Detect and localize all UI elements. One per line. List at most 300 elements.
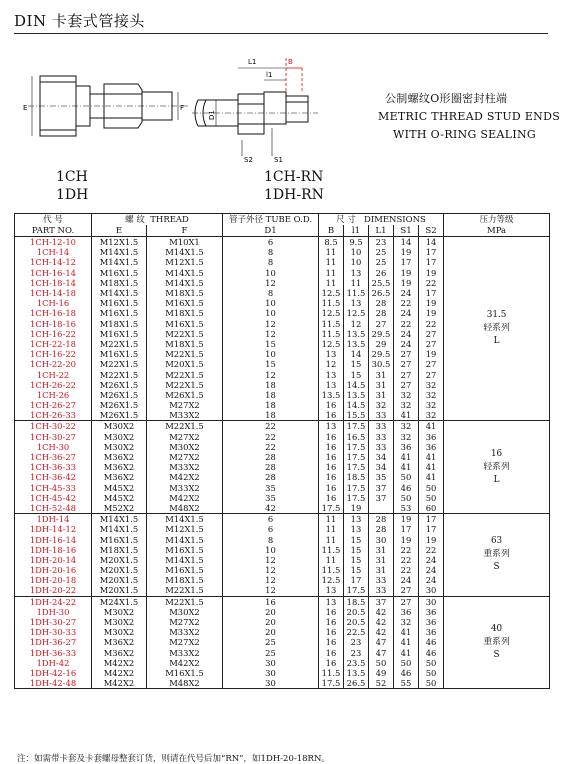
cell-thread-f: M18X1.5 xyxy=(147,339,223,349)
cell-tube-od: 30 xyxy=(223,668,319,678)
cell-tube-od: 35 xyxy=(223,483,319,493)
dim-label-d1: D1 xyxy=(208,110,216,120)
cell-tube-od: 6 xyxy=(223,237,319,248)
cell-dim-b: 17.5 xyxy=(319,503,344,514)
cell-thread-f: M30X2 xyxy=(147,607,223,617)
cell-dim-l1-small: 17 xyxy=(344,575,369,585)
header-f: F xyxy=(147,225,223,237)
cell-dim-s2: 32 xyxy=(419,390,444,400)
cell-dim-l1: 31 xyxy=(369,565,394,575)
cell-dim-l1-small: 15 xyxy=(344,565,369,575)
dim-label-l1-big: L1 xyxy=(248,58,257,66)
cell-part-no: 1CH-22-18 xyxy=(15,339,92,349)
cell-thread-f: M22X1.5 xyxy=(147,596,223,607)
cell-part-no: 1CH-16-22 xyxy=(15,349,92,359)
description-en-1: METRIC THREAD STUD ENDS xyxy=(378,110,561,123)
cell-dim-s1: 14 xyxy=(394,237,419,248)
cell-dim-s1: 22 xyxy=(394,319,419,329)
header-part-en: PART NO. xyxy=(15,225,92,237)
drawings-area xyxy=(0,44,564,214)
cell-thread-f: M48X2 xyxy=(147,678,223,689)
cell-thread-e: M22X1.5 xyxy=(92,369,147,379)
cell-dim-s1: 41 xyxy=(394,410,419,421)
cell-dim-s2: 36 xyxy=(419,617,444,627)
cell-dim-s2: 17 xyxy=(419,524,444,534)
cell-dim-l1: 31 xyxy=(369,555,394,565)
cell-dim-s2: 36 xyxy=(419,442,444,452)
cell-dim-b: 16 xyxy=(319,607,344,617)
cell-dim-s1: 46 xyxy=(394,483,419,493)
header-tube-en: TUBE O.D. xyxy=(265,214,313,225)
cell-dim-l1-small: 18.5 xyxy=(344,596,369,607)
pressure-cell xyxy=(444,237,550,421)
cell-dim-l1-small: 12 xyxy=(344,319,369,329)
cell-thread-f: M33X2 xyxy=(147,462,223,472)
cell-dim-l1-small: 10 xyxy=(344,247,369,257)
cell-thread-e: M26X1.5 xyxy=(92,380,147,390)
cell-dim-b: 16 xyxy=(319,462,344,472)
cell-thread-f: M10X1 xyxy=(147,237,223,248)
header-b: B xyxy=(319,225,344,237)
cell-tube-od: 22 xyxy=(223,421,319,432)
cell-part-no: 1DH-20-16 xyxy=(15,565,92,575)
table-row xyxy=(15,596,550,607)
header-l1-small: l1 xyxy=(344,225,369,237)
cell-part-no: 1CH-16 xyxy=(15,298,92,308)
cell-thread-f: M22X1.5 xyxy=(147,349,223,359)
pressure-cell xyxy=(444,596,550,689)
cell-thread-e: M36X2 xyxy=(92,462,147,472)
cell-part-no: 1CH-30-22 xyxy=(15,421,92,432)
cell-dim-l1: 28 xyxy=(369,308,394,318)
pressure-line: 63 xyxy=(490,536,503,547)
cell-tube-od: 18 xyxy=(223,380,319,390)
description-cn: 公制螺纹O形圈密封柱端 xyxy=(385,92,508,105)
cell-tube-od: 12 xyxy=(223,369,319,379)
cell-thread-e: M22X1.5 xyxy=(92,359,147,369)
cell-thread-e: M30X2 xyxy=(92,421,147,432)
cell-tube-od: 8 xyxy=(223,257,319,267)
cell-part-no: 1CH-18-14 xyxy=(15,278,92,288)
cell-dim-l1-small: 14.5 xyxy=(344,400,369,410)
cell-dim-l1-small: 23.5 xyxy=(344,658,369,668)
cell-dim-s1: 27 xyxy=(394,369,419,379)
cell-part-no: 1DH-36-33 xyxy=(15,648,92,658)
cell-thread-f: M30X2 xyxy=(147,442,223,452)
model-1dh-rn: 1DH-RN xyxy=(264,187,324,203)
cell-dim-l1-small: 23 xyxy=(344,637,369,647)
cell-thread-e: M20X1.5 xyxy=(92,565,147,575)
cell-tube-od: 12 xyxy=(223,555,319,565)
cell-dim-l1-small: 15 xyxy=(344,545,369,555)
cell-dim-b: 16 xyxy=(319,658,344,668)
cell-thread-f: M16X1.5 xyxy=(147,565,223,575)
cell-tube-od: 30 xyxy=(223,658,319,668)
header-tube xyxy=(223,214,319,226)
cell-thread-e: M14X1.5 xyxy=(92,247,147,257)
header-thread xyxy=(92,214,223,226)
cell-dim-l1: 23 xyxy=(369,237,394,248)
cell-dim-b: 12 xyxy=(319,359,344,369)
cell-dim-l1-small: 23 xyxy=(344,648,369,658)
cell-dim-l1: 37 xyxy=(369,596,394,607)
cell-dim-s2: 36 xyxy=(419,432,444,442)
cell-dim-b: 13 xyxy=(319,369,344,379)
cell-dim-s1: 24 xyxy=(394,329,419,339)
cell-dim-b: 16 xyxy=(319,617,344,627)
cell-dim-l1-small: 17.5 xyxy=(344,483,369,493)
cell-dim-l1: 33 xyxy=(369,410,394,421)
cell-part-no: 1DH-14-12 xyxy=(15,524,92,534)
cell-thread-e: M36X2 xyxy=(92,452,147,462)
cell-dim-s1: 27 xyxy=(394,359,419,369)
cell-dim-l1-small: 15 xyxy=(344,555,369,565)
cell-dim-s2: 19 xyxy=(419,349,444,359)
header-part-cn: 代 号 xyxy=(15,214,92,226)
table-row xyxy=(15,237,550,248)
cell-dim-s2: 50 xyxy=(419,668,444,678)
cell-dim-s2: 32 xyxy=(419,400,444,410)
cell-thread-e: M24X1.5 xyxy=(92,596,147,607)
cell-dim-s1: 46 xyxy=(394,668,419,678)
cell-part-no: 1DH-20-22 xyxy=(15,585,92,596)
header-s1: S1 xyxy=(394,225,419,237)
cell-tube-od: 10 xyxy=(223,545,319,555)
cell-dim-l1-small: 13.5 xyxy=(344,329,369,339)
cell-thread-e: M36X2 xyxy=(92,472,147,482)
cell-thread-f: M14X1.5 xyxy=(147,247,223,257)
cell-thread-f: M18X1.5 xyxy=(147,575,223,585)
header-tube-cn: 管子外径 xyxy=(228,214,263,225)
pressure-cell xyxy=(444,514,550,597)
cell-dim-l1-small: 20.5 xyxy=(344,617,369,627)
cell-thread-e: M20X1.5 xyxy=(92,555,147,565)
cell-dim-l1: 31 xyxy=(369,380,394,390)
cell-tube-od: 12 xyxy=(223,329,319,339)
cell-dim-s2: 27 xyxy=(419,369,444,379)
cell-dim-b: 13 xyxy=(319,380,344,390)
cell-thread-f: M18X1.5 xyxy=(147,288,223,298)
cell-thread-f: M33X2 xyxy=(147,627,223,637)
cell-dim-l1: 28 xyxy=(369,524,394,534)
cell-dim-l1: 28 xyxy=(369,298,394,308)
cell-dim-l1: 34 xyxy=(369,462,394,472)
pressure-line: 40 xyxy=(490,623,503,634)
cell-dim-s2: 36 xyxy=(419,607,444,617)
dim-label-e: E xyxy=(23,104,28,112)
cell-tube-od: 18 xyxy=(223,400,319,410)
cell-thread-e: M14X1.5 xyxy=(92,524,147,534)
cell-dim-l1: 31 xyxy=(369,390,394,400)
cell-dim-l1-small: 15 xyxy=(344,369,369,379)
cell-dim-s1: 36 xyxy=(394,607,419,617)
cell-tube-od: 10 xyxy=(223,268,319,278)
cell-part-no: 1CH-30-27 xyxy=(15,432,92,442)
cell-dim-b: 16 xyxy=(319,493,344,503)
cell-thread-e: M30X2 xyxy=(92,617,147,627)
cell-thread-f: M22X1.5 xyxy=(147,585,223,596)
cell-thread-e: M22X1.5 xyxy=(92,339,147,349)
cell-dim-s1: 41 xyxy=(394,648,419,658)
cell-part-no: 1CH-16-22 xyxy=(15,329,92,339)
cell-thread-f: M48X2 xyxy=(147,503,223,514)
cell-dim-l1-small: 13.5 xyxy=(344,668,369,678)
cell-tube-od: 10 xyxy=(223,298,319,308)
cell-dim-l1: 29.5 xyxy=(369,329,394,339)
cell-tube-od: 18 xyxy=(223,390,319,400)
cell-dim-l1: 33 xyxy=(369,432,394,442)
cell-thread-e: M26X1.5 xyxy=(92,390,147,400)
cell-dim-s2: 24 xyxy=(419,575,444,585)
cell-tube-od: 20 xyxy=(223,607,319,617)
cell-dim-s2: 41 xyxy=(419,452,444,462)
cell-tube-od: 12 xyxy=(223,565,319,575)
cell-tube-od: 12 xyxy=(223,278,319,288)
table-row xyxy=(15,514,550,525)
cell-part-no: 1CH-36-27 xyxy=(15,452,92,462)
pressure-line: 重系列 xyxy=(483,549,510,560)
cell-dim-s2: 30 xyxy=(419,596,444,607)
pressure-line: 轻系列 xyxy=(483,461,510,472)
cell-dim-l1-small: 20.5 xyxy=(344,607,369,617)
cell-dim-l1-small: 22.5 xyxy=(344,627,369,637)
cell-part-no: 1CH-16-18 xyxy=(15,308,92,318)
cell-thread-e: M45X2 xyxy=(92,493,147,503)
cell-thread-f: M22X1.5 xyxy=(147,421,223,432)
cell-dim-s2: 50 xyxy=(419,678,444,689)
model-caption-left xyxy=(56,168,88,204)
pressure-line: S xyxy=(493,649,500,660)
cell-part-no: 1DH-20-14 xyxy=(15,555,92,565)
cell-dim-l1-small: 14 xyxy=(344,349,369,359)
cell-part-no: 1CH-14-18 xyxy=(15,288,92,298)
cell-dim-l1-small: 13 xyxy=(344,524,369,534)
cell-thread-e: M14X1.5 xyxy=(92,257,147,267)
description-en-2: WITH O-RING SEALING xyxy=(393,128,537,141)
cell-dim-b: 8.5 xyxy=(319,237,344,248)
cell-dim-s2: 17 xyxy=(419,514,444,525)
cell-dim-l1: 29.5 xyxy=(369,349,394,359)
cell-dim-s1: 24 xyxy=(394,288,419,298)
cell-thread-f: M42X2 xyxy=(147,493,223,503)
cell-thread-e: M16X1.5 xyxy=(92,298,147,308)
cell-thread-e: M18X1.5 xyxy=(92,319,147,329)
cell-part-no: 1DH-16-14 xyxy=(15,534,92,544)
model-1dh: 1DH xyxy=(56,187,89,203)
cell-part-no: 1DH-42-48 xyxy=(15,678,92,689)
cell-thread-f: M16X1.5 xyxy=(147,668,223,678)
cell-dim-l1-small: 15.5 xyxy=(344,410,369,421)
cell-dim-s2: 36 xyxy=(419,627,444,637)
table-row xyxy=(15,421,550,432)
cell-thread-f: M14X1.5 xyxy=(147,514,223,525)
cell-tube-od: 8 xyxy=(223,288,319,298)
cell-tube-od: 22 xyxy=(223,432,319,442)
cell-part-no: 1DH-30-27 xyxy=(15,617,92,627)
header-dim-cn: 尺 寸 xyxy=(336,214,356,225)
cell-tube-od: 6 xyxy=(223,524,319,534)
cell-tube-od: 12 xyxy=(223,575,319,585)
cell-dim-l1: 32 xyxy=(369,400,394,410)
title-divider xyxy=(14,33,548,34)
cell-dim-s1: 41 xyxy=(394,627,419,637)
cell-dim-s1: 27 xyxy=(394,596,419,607)
cell-thread-f: M27X2 xyxy=(147,617,223,627)
model-caption-right xyxy=(264,168,324,204)
cell-dim-s2: 27 xyxy=(419,359,444,369)
pressure-line: 轻系列 xyxy=(483,323,510,334)
cell-dim-s1: 41 xyxy=(394,462,419,472)
cell-dim-l1-small: 11.5 xyxy=(344,288,369,298)
cell-dim-s2: 27 xyxy=(419,329,444,339)
cell-part-no: 1CH-26-27 xyxy=(15,400,92,410)
cell-part-no: 1CH-22-20 xyxy=(15,359,92,369)
cell-dim-l1: 37 xyxy=(369,493,394,503)
cell-part-no: 1DH-36-27 xyxy=(15,637,92,647)
cell-thread-f: M33X2 xyxy=(147,648,223,658)
cell-dim-s1: 32 xyxy=(394,390,419,400)
cell-dim-s1: 19 xyxy=(394,278,419,288)
cell-part-no: 1DH-42 xyxy=(15,658,92,668)
cell-dim-l1 xyxy=(369,503,394,514)
cell-dim-l1: 27 xyxy=(369,319,394,329)
cell-thread-e: M36X2 xyxy=(92,637,147,647)
cell-tube-od: 20 xyxy=(223,627,319,637)
cell-dim-b: 16 xyxy=(319,637,344,647)
cell-tube-od: 35 xyxy=(223,493,319,503)
cell-dim-l1: 34 xyxy=(369,452,394,462)
pressure-line: 31.5 xyxy=(486,310,507,321)
header-s2: S2 xyxy=(419,225,444,237)
cell-thread-f: M22X1.5 xyxy=(147,369,223,379)
cell-part-no: 1DH-42-16 xyxy=(15,668,92,678)
cell-dim-b: 16 xyxy=(319,472,344,482)
cell-dim-b: 11 xyxy=(319,555,344,565)
cell-dim-l1: 33 xyxy=(369,421,394,432)
cell-dim-s2: 50 xyxy=(419,483,444,493)
cell-thread-f: M33X2 xyxy=(147,410,223,421)
cell-dim-b: 11.5 xyxy=(319,298,344,308)
cell-tube-od: 8 xyxy=(223,534,319,544)
cell-dim-b: 16 xyxy=(319,627,344,637)
cell-dim-b: 11.5 xyxy=(319,319,344,329)
header-dimensions xyxy=(319,214,444,226)
cell-thread-e: M42X2 xyxy=(92,668,147,678)
cell-dim-s2: 19 xyxy=(419,308,444,318)
cell-thread-e: M18X1.5 xyxy=(92,278,147,288)
cell-dim-s2: 32 xyxy=(419,380,444,390)
cell-tube-od: 10 xyxy=(223,349,319,359)
cell-dim-s2: 24 xyxy=(419,565,444,575)
cell-thread-f: M12X1.5 xyxy=(147,257,223,267)
cell-thread-e: M30X2 xyxy=(92,432,147,442)
cell-dim-s1: 19 xyxy=(394,534,419,544)
cell-dim-l1-small: 13.5 xyxy=(344,339,369,349)
cell-dim-b: 13 xyxy=(319,421,344,432)
dim-label-s2: S2 xyxy=(244,156,253,164)
cell-dim-l1-small: 9.5 xyxy=(344,237,369,248)
cell-thread-e: M16X1.5 xyxy=(92,308,147,318)
cell-part-no: 1DH-20-18 xyxy=(15,575,92,585)
cell-dim-l1-small: 11 xyxy=(344,278,369,288)
cell-dim-s2: 19 xyxy=(419,534,444,544)
cell-thread-f: M18X1.5 xyxy=(147,308,223,318)
cell-dim-s2: 60 xyxy=(419,503,444,514)
cell-thread-f: M27X2 xyxy=(147,637,223,647)
cell-thread-f: M22X1.5 xyxy=(147,380,223,390)
cell-part-no: 1CH-45-42 xyxy=(15,493,92,503)
cell-dim-l1: 25.5 xyxy=(369,278,394,288)
cell-thread-f: M14X1.5 xyxy=(147,534,223,544)
cell-thread-f: M16X1.5 xyxy=(147,545,223,555)
cell-dim-s1: 19 xyxy=(394,247,419,257)
cell-tube-od: 16 xyxy=(223,596,319,607)
cell-dim-b: 11 xyxy=(319,278,344,288)
cell-dim-l1-small: 26.5 xyxy=(344,678,369,689)
cell-dim-s2: 22 xyxy=(419,319,444,329)
cell-thread-e: M52X2 xyxy=(92,503,147,514)
cell-dim-s1: 19 xyxy=(394,268,419,278)
cell-dim-b: 16 xyxy=(319,432,344,442)
cell-dim-s2: 50 xyxy=(419,658,444,668)
cell-thread-e: M14X1.5 xyxy=(92,288,147,298)
cell-thread-f: M12X1.5 xyxy=(147,524,223,534)
cell-thread-e: M20X1.5 xyxy=(92,575,147,585)
cell-dim-b: 11.5 xyxy=(319,545,344,555)
cell-thread-f: M14X1.5 xyxy=(147,278,223,288)
cell-dim-l1-small: 12.5 xyxy=(344,308,369,318)
cell-dim-l1: 30.5 xyxy=(369,359,394,369)
page-title: DIN 卡套式管接头 xyxy=(14,12,145,30)
cell-dim-s1: 17 xyxy=(394,524,419,534)
cell-tube-od: 20 xyxy=(223,617,319,627)
pressure-cell xyxy=(444,421,550,514)
cell-dim-s1: 32 xyxy=(394,421,419,432)
cell-thread-f: M27X2 xyxy=(147,400,223,410)
cell-dim-b: 13 xyxy=(319,349,344,359)
cell-dim-s2: 19 xyxy=(419,268,444,278)
cell-dim-l1: 49 xyxy=(369,668,394,678)
dim-label-l1-small: l1 xyxy=(266,71,273,79)
cell-thread-f: M27X2 xyxy=(147,432,223,442)
cell-dim-s2: 32 xyxy=(419,410,444,421)
cell-dim-s1: 19 xyxy=(394,514,419,525)
cell-tube-od: 28 xyxy=(223,462,319,472)
cell-dim-s1: 24 xyxy=(394,339,419,349)
cell-dim-s2: 41 xyxy=(419,462,444,472)
cell-thread-f: M42X2 xyxy=(147,472,223,482)
cell-thread-e: M16X1.5 xyxy=(92,268,147,278)
cell-dim-l1-small: 17.5 xyxy=(344,442,369,452)
cell-thread-f: M20X1.5 xyxy=(147,359,223,369)
cell-part-no: 1DH-24-22 xyxy=(15,596,92,607)
cell-dim-l1: 52 xyxy=(369,678,394,689)
cell-dim-l1: 37 xyxy=(369,483,394,493)
cell-tube-od: 12 xyxy=(223,585,319,596)
cell-dim-s1: 32 xyxy=(394,432,419,442)
cell-dim-b: 12.5 xyxy=(319,575,344,585)
cell-part-no: 1CH-26 xyxy=(15,390,92,400)
cell-dim-s1: 22 xyxy=(394,565,419,575)
cell-dim-b: 11.5 xyxy=(319,668,344,678)
cell-dim-l1-small: 14.5 xyxy=(344,380,369,390)
cell-tube-od: 8 xyxy=(223,247,319,257)
cell-part-no: 1DH-14 xyxy=(15,514,92,525)
cell-dim-b: 17.5 xyxy=(319,678,344,689)
cell-dim-s1: 41 xyxy=(394,637,419,647)
cell-dim-l1-small: 15 xyxy=(344,359,369,369)
cell-tube-od: 18 xyxy=(223,410,319,421)
